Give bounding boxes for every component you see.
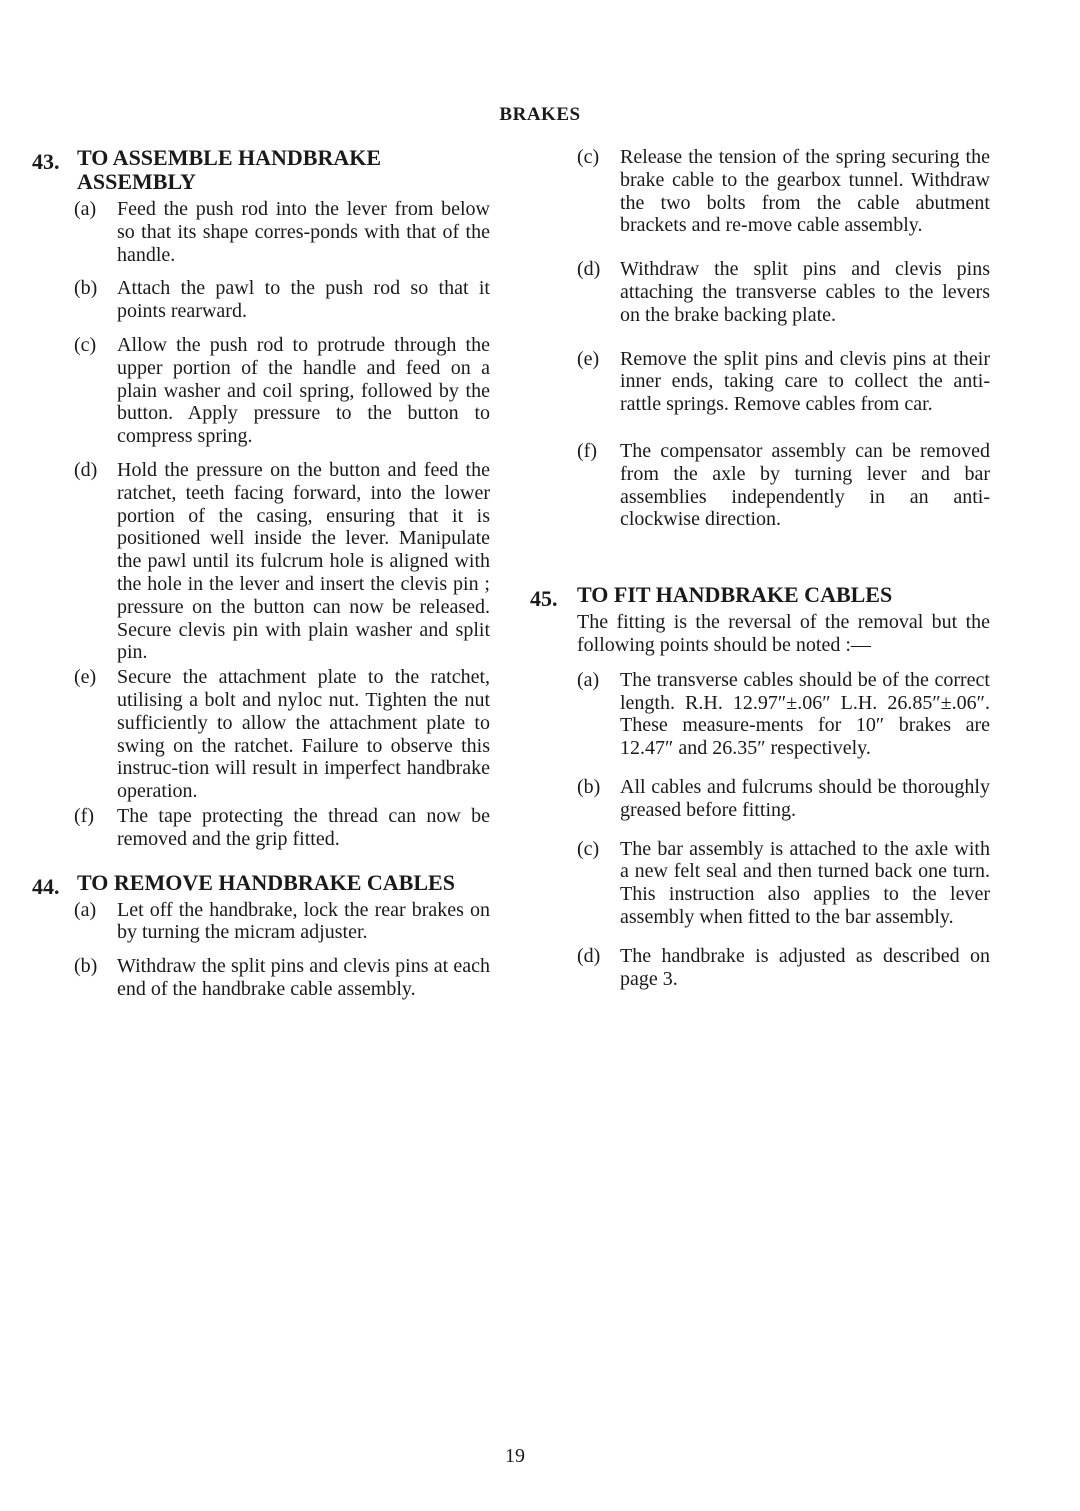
- list-item: (c) The bar assembly is attached to the axle with a new felt seal and then turned back one turn. This instruction also applies to the lever assembly when fitted to the bar assembly.: [577, 837, 990, 928]
- list-item: (a) Let off the handbrake, lock the rear brakes on by turning the micram adjuster.: [74, 898, 490, 944]
- list-item: (b) All cables and fulcrums should be thoroughly greased before fitting.: [577, 775, 990, 821]
- list-item: (f) The compensator assembly can be removed from the axle by turning lever and bar assemblies independently in an anti-clockwise direction.: [577, 439, 990, 531]
- list-item: (d) The handbrake is adjusted as described on page 3.: [577, 944, 990, 990]
- list-item: (c) Release the tension of the spring securing the brake cable to the gearbox tunnel. Withdraw the two bolts from the cable abutment brackets and re-move cable assembly.: [577, 146, 990, 237]
- list-item: (e) Secure the attachment plate to the ratchet, utilising a bolt and nyloc nut. Tighten the nut sufficiently to allow the attachment plate to swing on the ratchet. Failure to observe this instruc-tion will result in imperfect handbrake operation.: [74, 666, 490, 803]
- section-title: TO REMOVE HANDBRAKE CABLES: [77, 869, 455, 895]
- list-item: (b) Attach the pawl to the push rod so that it points rearward.: [74, 277, 490, 323]
- left-column: [32, 146, 490, 1012]
- page-header: BRAKES: [499, 104, 581, 125]
- list-item: (a) Feed the push rod into the lever from below so that its shape corres-ponds with that of the handle.: [74, 198, 490, 266]
- section-number: 43.: [32, 149, 60, 174]
- section-title: TO ASSEMBLE HANDBRAKE ASSEMBLY: [77, 145, 382, 194]
- list-item: (f) The tape protecting the thread can now be removed and the grip fitted.: [74, 804, 490, 850]
- page-number: 19: [505, 1445, 525, 1467]
- section-43: [32, 146, 490, 851]
- section-number: 44.: [32, 873, 60, 899]
- section-intro: The fitting is the reversal of the removal but the following points should be noted :—: [577, 611, 990, 656]
- list-item: (d) Withdraw the split pins and clevis pins attaching the transverse cables to the levers on the brake backing plate.: [577, 258, 990, 326]
- list-item: (a) The transverse cables should be of the correct length. R.H. 12.97″±.06″ L.H. 26.85″±.06″. These measure-ments for 10″ brakes are 12.47″ and 26.35″ respectively.: [577, 668, 990, 760]
- right-column: [530, 146, 990, 1001]
- section-number: 45.: [530, 586, 558, 612]
- section-44: [32, 871, 490, 1001]
- list-item: (d) Hold the pressure on the button and feed the ratchet, teeth facing forward, into the lower portion of the casing, ensuring that it is positioned well inside the lever. Manipulate the pawl until its fulcrum hole is aligned with the hole in the lever and insert the clevis pin ; pressure on the button can now be released. Secure clevis pin with plain washer and split pin.: [74, 458, 490, 664]
- section-45: [530, 583, 990, 990]
- list-item: (c) Allow the push rod to protrude through the upper portion of the handle and feed on a plain washer and coil spring, followed by the button. Apply pressure to the button to compress spring.: [74, 333, 490, 448]
- list-item: (e) Remove the split pins and clevis pins at their inner ends, taking care to collect the anti-rattle springs. Remove cables from car.: [577, 347, 990, 416]
- list-item: (b) Withdraw the split pins and clevis pins at each end of the handbrake cable assembly.: [74, 955, 490, 1000]
- section-title: TO FIT HANDBRAKE CABLES: [577, 582, 893, 608]
